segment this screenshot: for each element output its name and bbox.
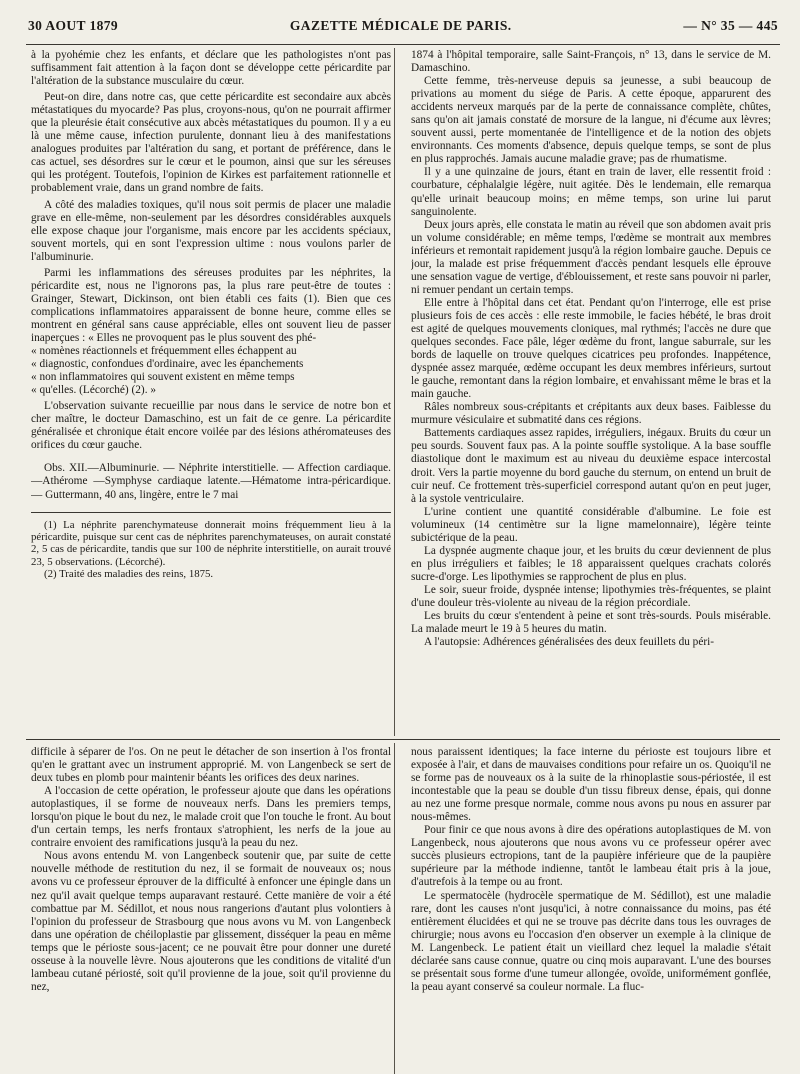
paragraph: Cette femme, très-nerveuse depuis sa jeunesse, a subi beaucoup de privations au moment du siége de Paris. A cette époque, apparurent des accidents nerveux marqués par de la perte de connaissance complète, chûtes, sans qu'on ait jamais constaté de morsure de la langue, ni d'écume aux lèvres; souvent aussi, perte momentanée de l'intelligence et de la notion des objets environnants. Ces moments d'absence, depuis quelque temps, se sont de plus en plus rapprochés. Jamais aucune maladie grave; pas de rhumatisme.: [411, 75, 771, 166]
paragraph: Deux jours après, elle constata le matin au réveil que son abdomen avait pris un volume considérable; en même temps, l'œdème se montrait aux membres inférieurs et remontait rapidement jusqu'à la région lombaire gauche. Depuis ce jour, la malade est prise fréquemment d'accès pendant lesquels elle éprouve une sensation vague de vertige, d'éblouissement, et reste sans pouvoir ni parler, ni remuer pendant un certain temps.: [411, 218, 771, 296]
paragraph: nous paraissent identiques; la face interne du périoste est toujours libre et exposée à l'air, et dans de mauvaises conditions pour refaire un os. Quoiqu'il ne se forme pas de nouveaux os à la suite de la rhinoplastie sous-périostée, il est incontestable que la peau se double d'un tissu fibreux dense, épais, qui donne au nez une forme presque normale, comme nous avons pu nous en assurer par nous-mêmes.: [411, 746, 771, 824]
quotation-line: « diagnostic, confondues d'ordinaire, avec les épanchements: [31, 358, 304, 371]
column-divider-upper: [394, 48, 395, 736]
paragraph: L'urine contient une quantité considérable d'albumine. Le foie est volumineux (14 centimètre sur la ligne mamelonnaire), légère teinte subictérique de la peau.: [411, 505, 771, 544]
paragraph: Parmi les inflammations des séreuses produites par les néphrites, la péricardite est, nous ne l'ignorons pas, la plus rare peut-être de toutes : Grainger, Stewart, Dickinson, ont bien établi ces faits (1). Bien que ces complications inflammatoires apparaissent de bonne heure, comme elles se montrent en général sans cause appréciable, elles ont souvent lieu de passer inaperçues : « Elles ne provoquent pas le plus souvent des phé-: [31, 266, 391, 344]
article-column-upper-left: [31, 49, 391, 735]
header-date: 30 AOUT 1879: [28, 18, 119, 33]
paragraph: Le spermatocèle (hydrocèle spermatique de M. Sédillot), est une maladie rare, dont les causes n'ont jusqu'ici, à notre connaissance du moins, pas été entièrement élucidées et qui ne se trouve pas décrite dans tous les ouvrages de chirurgie; nous avons eu l'occasion d'en observer un exemple à la clinique de M. Langenbeck. Le patient était un vieillard chez lequel la maladie s'était déclarée sans cause connue, quatre ou cinq mois auparavant. L'une des bourses se présentait sous forme d'une tumeur allongée, ovoïde, uniformément gonflée, la peau ayant conservé sa couleur normale. La fluc-: [411, 889, 771, 993]
paragraph: Râles nombreux sous-crépitants et crépitants aux deux bases. Faiblesse du murmure vésiculaire et submatité dans ces régions.: [411, 401, 771, 427]
header-rule: [26, 44, 780, 45]
paragraph: La dyspnée augmente chaque jour, et les bruits du cœur deviennent de plus en plus irréguliers et faibles; le 18 apparaissent quelques crachats colorés sucre-d'orge. Les lipothymies se rapprochent de plus en plus.: [411, 544, 771, 583]
paragraph: à la pyohémie chez les enfants, et déclare que les pathologistes n'ont pas suffisamment fait attention à la façon dont se développe cette péricardite par l'altération de la substance musculaire du cœur.: [31, 49, 391, 88]
header-issue-page: — N° 35 — 445: [683, 18, 778, 33]
page-header: [28, 18, 778, 38]
observation-heading: Obs. XII.—Albuminurie. — Néphrite interstitielle. — Affection cardiaque.—Athérome —Symphyse cardiaque latente.—Hématome intra-péricardique. — Guttermann, 40 ans, lingère, entre le 7 mai: [31, 462, 391, 501]
paragraph: A côté des maladies toxiques, qu'il nous soit permis de placer une maladie grave en elle-même, non-seulement par les désordres considérables auxquels elle expose chaque jour l'organisme, mais encore par les accidents spéciaux, souvent mortels, qui en sont l'expression ultime : nous voulons parler de l'albuminurie.: [31, 198, 391, 263]
quotation-line: « nomènes réactionnels et fréquemment elles échappent au: [31, 345, 297, 358]
paragraph: L'observation suivante recueillie par nous dans le service de notre bon et cher maître, le docteur Damaschino, est un fait de ce genre. La péricardite généralisée et chronique était encore voilée par des lésions athéromateuses des orifices du cœur gauche.: [31, 400, 391, 452]
paragraph: Il y a une quinzaine de jours, étant en train de laver, elle ressentit froid : courbature, céphalalgie légère, nuit agitée. Dès le lendemain, elle remarqua qu'elle urinait beaucoup moins; en même temps, son urine lui parut sanguinolente.: [411, 166, 771, 218]
paragraph: A l'occasion de cette opération, le professeur ajoute que dans les opérations autoplastiques, il se forme de nouveaux nerfs. Dans les premiers temps, lorsqu'on pique le bout du nez, le malade croit que l'on touche le front. Au bout d'un certain temps, les nerfs frontaux s'atrophient, les nerfs de la joue au contraire envoient des ramifications jusqu'à la peau du nez.: [31, 785, 391, 850]
paragraph: Battements cardiaques assez rapides, irréguliers, inégaux. Bruits du cœur un peu sourds. Souvent faux pas. A la pointe souffle systolique. A la base souffle diastolique dont le maximum est au niveau du deuxième espace intercostal droit. Vers la partie moyenne du bord gauche du sternum, on entend un bruit de cuir neuf. Ce frottement très-superficiel correspond autant qu'on en peut juger, à la systole ventriculaire.: [411, 427, 771, 505]
paragraph: Peut-on dire, dans notre cas, que cette péricardite est secondaire aux abcès métastatiques du myocarde? Pas plus, croyons-nous, qu'on ne pourrait affirmer que la pleurésie était consécutive aux abcès métastatiques du poumon. Il y a eu là une même cause, infection purulente, donnant lieu à des manifestations analogues produites par l'altération du sang, et portant de préférence, dans le cas actuel, ses désordres sur le cœur et le poumon, ainsi que sur les séreuses qui les protégent. Toutefois, l'opinion de Kirkes est parfaitement rationnelle et probablement vraie, dans un grand nombre de faits.: [31, 91, 391, 195]
article-column-lower-right: [411, 746, 771, 1074]
article-column-lower-left: [31, 746, 391, 1074]
quotation-line: « qu'elles. (Lécorché) (2). »: [31, 384, 156, 397]
paragraph: 1874 à l'hôpital temporaire, salle Saint-François, n° 13, dans le service de M. Damaschino.: [411, 49, 771, 75]
paragraph: Pour finir ce que nous avons à dire des opérations autoplastiques de M. von Langenbeck, nous ajouterons que nous avons vu ce professeur opérer avec succès plusieurs ectropions, tant de la paupière inférieure que de la paupière supérieure par la méthode indienne, tantôt le lambeau était pris à la joue, d'autrefois à la tempe ou au front.: [411, 824, 771, 889]
paragraph: difficile à séparer de l'os. On ne peut le détacher de son insertion à l'os frontal qu'en le grattant avec un instrument approprié. M. von Langenbeck se sert de deux tubes en plomb pour maintenir béants les orifices des deux narines.: [31, 746, 391, 785]
paragraph: Le soir, sueur froide, dyspnée intense; lipothymies très-fréquentes, se plaint d'une douleur très-violente au niveau de la région précordiale.: [411, 583, 771, 609]
footnote-rule: [31, 512, 391, 513]
paragraph: Les bruits du cœur s'entendent à peine et sont très-sourds. Pouls misérable. La malade meurt le 19 à 5 heures du matin.: [411, 610, 771, 636]
quotation-line: « non inflammatoires qui souvent existent en même temps: [31, 371, 295, 384]
header-title: GAZETTE MÉDICALE DE PARIS.: [289, 18, 512, 33]
footnote-1: (1) La néphrite parenchymateuse donnerait moins fréquemment lieu à la péricardite, puisque sur cent cas de néphrites parenchymateuses, on aurait constaté 2, 5 cas de péricardite, tandis que sur 100 de néphrite interstitielle, on aurait trouvé 23, 5 observations. (Lécorché).: [31, 518, 391, 568]
column-divider-lower: [394, 743, 395, 1074]
paragraph: Nous avons entendu M. von Langenbeck soutenir que, par suite de cette nouvelle méthode de restitution du nez, il se formait de nouveaux os; nous avons vu ce professeur éprouver de la difficulté à enfoncer une épingle dans un nez qu'il avait quelque temps auparavant restauré. Cette manière de voir a été combattue par M. Sédillot, et nous nous rangerions d'autant plus volontiers à l'opinion du professeur de Strasbourg que nous avons vu M. von Langenbeck dans une opération de chéiloplastie par glissement, disséquer la peau en même temps que le périoste sous-jacent; ce ne pouvait être pour donner une dureté osseuse à la nouvelle lèvre. Nous ajouterons que les conditions de vitalité d'un lambeau cutané périosté, soit qu'il provienne de la joue, soit qu'il provienne du nez,: [31, 850, 391, 993]
paragraph: Elle entre à l'hôpital dans cet état. Pendant qu'on l'interroge, elle est prise plusieurs fois de ces accès : elle reste immobile, le facies hébété, le bras droit est agité de quelques mouvements cloniques, mal rythmés; l'accès ne dure que quelques secondes. Face pâle, léger œdème du front, langue saburrale, sur les bords de laquelle on trouve quelques cicatrices peu profondes. Inappétence, dyspnée assez marquée, œdème occupant les deux membres inférieurs, surtout le gauche, remontant dans la région lombaire, et envahissant même le bras et la main gauche.: [411, 296, 771, 401]
paragraph: A l'autopsie: Adhérences généralisées des deux feuillets du péri-: [424, 636, 715, 649]
footnotes: [31, 512, 391, 581]
section-rule: [26, 739, 780, 740]
article-column-upper-right: [411, 49, 771, 735]
footnote-2: (2) Traité des maladies des reins, 1875.: [44, 568, 214, 581]
